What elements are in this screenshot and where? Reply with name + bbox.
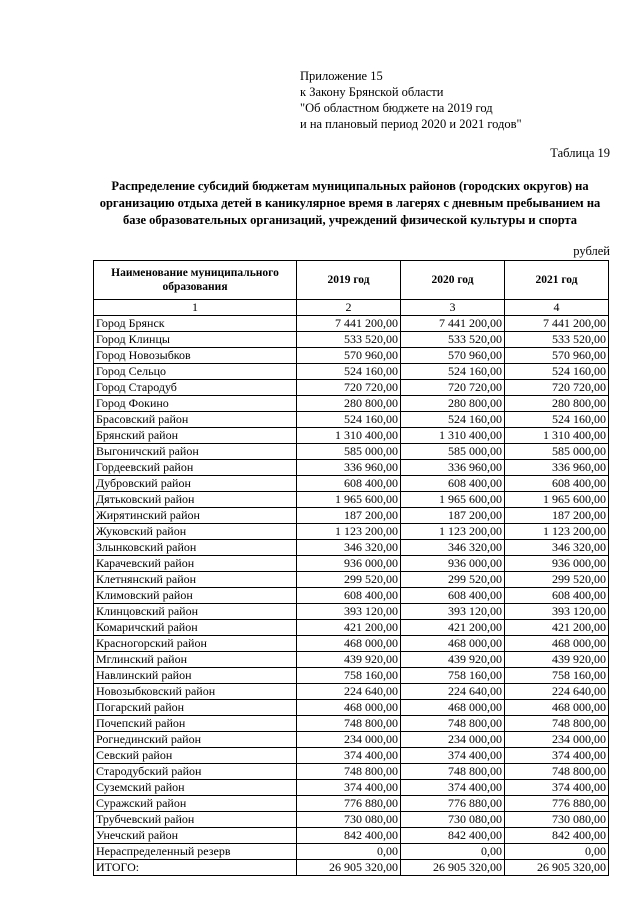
table-row xyxy=(94,380,609,396)
row-name-cell: Суражский район xyxy=(94,796,297,812)
row-name-cell: Выгоничский район xyxy=(94,444,297,460)
value-2021-cell: 468 000,00 xyxy=(505,700,609,716)
value-2021-cell: 570 960,00 xyxy=(505,348,609,364)
units-label: рублей xyxy=(573,244,610,258)
value-2020-cell: 608 400,00 xyxy=(401,476,505,492)
appendix-line-2: к Закону Брянской области xyxy=(300,85,444,99)
row-name-cell: Город Клинцы xyxy=(94,332,297,348)
table-row xyxy=(94,636,609,652)
value-2020-cell: 524 160,00 xyxy=(401,412,505,428)
value-2020-cell: 224 640,00 xyxy=(401,684,505,700)
value-2019-cell: 758 160,00 xyxy=(297,668,401,684)
row-name-cell: Погарский район xyxy=(94,700,297,716)
value-2021-cell: 26 905 320,00 xyxy=(505,860,609,876)
value-2021-cell: 336 960,00 xyxy=(505,460,609,476)
value-2021-cell: 299 520,00 xyxy=(505,572,609,588)
value-2021-cell: 842 400,00 xyxy=(505,828,609,844)
row-name-cell: Трубчевский район xyxy=(94,812,297,828)
value-2020-cell: 421 200,00 xyxy=(401,620,505,636)
row-name-cell: Стародубский район xyxy=(94,764,297,780)
value-2019-cell: 570 960,00 xyxy=(297,348,401,364)
value-2020-cell: 1 123 200,00 xyxy=(401,524,505,540)
value-2019-cell: 7 441 200,00 xyxy=(297,316,401,332)
row-name-cell: Город Сельцо xyxy=(94,364,297,380)
row-name-cell: Севский район xyxy=(94,748,297,764)
value-2021-cell: 720 720,00 xyxy=(505,380,609,396)
value-2020-cell: 187 200,00 xyxy=(401,508,505,524)
row-name-cell: Дятьковский район xyxy=(94,492,297,508)
value-2020-cell: 7 441 200,00 xyxy=(401,316,505,332)
value-2021-cell: 1 310 400,00 xyxy=(505,428,609,444)
table-row xyxy=(94,652,609,668)
value-2021-cell: 748 800,00 xyxy=(505,764,609,780)
value-2019-cell: 533 520,00 xyxy=(297,332,401,348)
row-name-cell: Унечский район xyxy=(94,828,297,844)
value-2020-cell: 468 000,00 xyxy=(401,636,505,652)
table-row xyxy=(94,764,609,780)
value-2021-cell: 374 400,00 xyxy=(505,780,609,796)
row-name-cell: Злынковский район xyxy=(94,540,297,556)
value-2020-cell: 439 920,00 xyxy=(401,652,505,668)
value-2019-cell: 748 800,00 xyxy=(297,764,401,780)
table-body xyxy=(94,316,609,876)
value-2019-cell: 748 800,00 xyxy=(297,716,401,732)
value-2019-cell: 524 160,00 xyxy=(297,364,401,380)
table-row xyxy=(94,780,609,796)
value-2019-cell: 608 400,00 xyxy=(297,588,401,604)
value-2020-cell: 468 000,00 xyxy=(401,700,505,716)
value-2021-cell: 936 000,00 xyxy=(505,556,609,572)
row-name-cell: Новозыбковский район xyxy=(94,684,297,700)
value-2019-cell: 374 400,00 xyxy=(297,780,401,796)
table-row xyxy=(94,604,609,620)
table-row xyxy=(94,428,609,444)
value-2021-cell: 758 160,00 xyxy=(505,668,609,684)
table-row xyxy=(94,316,609,332)
column-header-2021: 2021 год xyxy=(505,261,609,300)
value-2020-cell: 720 720,00 xyxy=(401,380,505,396)
value-2020-cell: 336 960,00 xyxy=(401,460,505,476)
value-2021-cell: 533 520,00 xyxy=(505,332,609,348)
table-row xyxy=(94,364,609,380)
value-2019-cell: 1 965 600,00 xyxy=(297,492,401,508)
value-2019-cell: 224 640,00 xyxy=(297,684,401,700)
table-row xyxy=(94,540,609,556)
value-2021-cell: 524 160,00 xyxy=(505,412,609,428)
value-2020-cell: 936 000,00 xyxy=(401,556,505,572)
value-2019-cell: 234 000,00 xyxy=(297,732,401,748)
value-2019-cell: 608 400,00 xyxy=(297,476,401,492)
column-header-2020: 2020 год xyxy=(401,261,505,300)
value-2019-cell: 936 000,00 xyxy=(297,556,401,572)
row-name-cell: Климовский район xyxy=(94,588,297,604)
table-row xyxy=(94,668,609,684)
appendix-line-3: "Об областном бюджете на 2019 год xyxy=(300,101,493,115)
value-2020-cell: 585 000,00 xyxy=(401,444,505,460)
value-2019-cell: 776 880,00 xyxy=(297,796,401,812)
row-name-cell: Город Стародуб xyxy=(94,380,297,396)
column-number: 4 xyxy=(505,300,609,316)
row-name-cell: Город Новозыбков xyxy=(94,348,297,364)
value-2019-cell: 280 800,00 xyxy=(297,396,401,412)
value-2021-cell: 224 640,00 xyxy=(505,684,609,700)
value-2021-cell: 608 400,00 xyxy=(505,588,609,604)
value-2019-cell: 730 080,00 xyxy=(297,812,401,828)
row-name-cell: Почепский район xyxy=(94,716,297,732)
row-name-cell: Рогнединский район xyxy=(94,732,297,748)
value-2020-cell: 1 965 600,00 xyxy=(401,492,505,508)
value-2021-cell: 7 441 200,00 xyxy=(505,316,609,332)
value-2020-cell: 374 400,00 xyxy=(401,780,505,796)
value-2021-cell: 187 200,00 xyxy=(505,508,609,524)
table-row xyxy=(94,812,609,828)
value-2020-cell: 748 800,00 xyxy=(401,716,505,732)
row-name-cell: Клетнянский район xyxy=(94,572,297,588)
value-2020-cell: 234 000,00 xyxy=(401,732,505,748)
row-name-cell: Брасовский район xyxy=(94,412,297,428)
value-2021-cell: 608 400,00 xyxy=(505,476,609,492)
value-2019-cell: 187 200,00 xyxy=(297,508,401,524)
value-2020-cell: 393 120,00 xyxy=(401,604,505,620)
table-label: Таблица 19 xyxy=(550,146,610,160)
row-name-cell: Дубровский район xyxy=(94,476,297,492)
value-2019-cell: 468 000,00 xyxy=(297,700,401,716)
table-row xyxy=(94,588,609,604)
table-row xyxy=(94,556,609,572)
row-name-cell: Красногорский район xyxy=(94,636,297,652)
document-title: Распределение субсидий бюджетам муниципальных районов (городских округов) на организацию отдыха детей в каникулярное время в лагерях с дневным пребыванием на базе образовательных организаций, учреждений физической культуры и спорта xyxy=(99,179,601,227)
value-2019-cell: 374 400,00 xyxy=(297,748,401,764)
value-2021-cell: 393 120,00 xyxy=(505,604,609,620)
value-2021-cell: 0,00 xyxy=(505,844,609,860)
value-2020-cell: 842 400,00 xyxy=(401,828,505,844)
value-2021-cell: 468 000,00 xyxy=(505,636,609,652)
value-2019-cell: 439 920,00 xyxy=(297,652,401,668)
value-2019-cell: 524 160,00 xyxy=(297,412,401,428)
row-name-cell: Жирятинский район xyxy=(94,508,297,524)
value-2021-cell: 524 160,00 xyxy=(505,364,609,380)
table-row xyxy=(94,860,609,876)
value-2019-cell: 299 520,00 xyxy=(297,572,401,588)
value-2019-cell: 720 720,00 xyxy=(297,380,401,396)
table-row xyxy=(94,828,609,844)
column-number: 1 xyxy=(94,300,297,316)
value-2020-cell: 524 160,00 xyxy=(401,364,505,380)
column-number: 3 xyxy=(401,300,505,316)
value-2021-cell: 234 000,00 xyxy=(505,732,609,748)
table-row xyxy=(94,348,609,364)
row-name-cell: Город Фокино xyxy=(94,396,297,412)
row-name-cell: Суземский район xyxy=(94,780,297,796)
subsidy-table xyxy=(93,260,609,876)
row-name-cell: Клинцовский район xyxy=(94,604,297,620)
value-2021-cell: 374 400,00 xyxy=(505,748,609,764)
appendix-line-1: Приложение 15 xyxy=(300,69,383,83)
value-2019-cell: 421 200,00 xyxy=(297,620,401,636)
row-name-cell: Жуковский район xyxy=(94,524,297,540)
value-2021-cell: 439 920,00 xyxy=(505,652,609,668)
value-2021-cell: 1 965 600,00 xyxy=(505,492,609,508)
appendix-header xyxy=(300,68,522,132)
table-row xyxy=(94,492,609,508)
value-2020-cell: 748 800,00 xyxy=(401,764,505,780)
value-2020-cell: 608 400,00 xyxy=(401,588,505,604)
table-row xyxy=(94,700,609,716)
row-name-cell: Карачевский район xyxy=(94,556,297,572)
row-name-cell: Комаричский район xyxy=(94,620,297,636)
table-header-row xyxy=(94,261,609,300)
table-row xyxy=(94,460,609,476)
value-2019-cell: 336 960,00 xyxy=(297,460,401,476)
value-2021-cell: 585 000,00 xyxy=(505,444,609,460)
table-row xyxy=(94,332,609,348)
column-number: 2 xyxy=(297,300,401,316)
table-row xyxy=(94,524,609,540)
value-2019-cell: 346 320,00 xyxy=(297,540,401,556)
table-row xyxy=(94,396,609,412)
row-name-cell: Нераспределенный резерв xyxy=(94,844,297,860)
value-2021-cell: 730 080,00 xyxy=(505,812,609,828)
table-row xyxy=(94,476,609,492)
value-2020-cell: 26 905 320,00 xyxy=(401,860,505,876)
value-2020-cell: 533 520,00 xyxy=(401,332,505,348)
value-2019-cell: 842 400,00 xyxy=(297,828,401,844)
row-name-cell: Брянский район xyxy=(94,428,297,444)
table-row xyxy=(94,444,609,460)
value-2020-cell: 346 320,00 xyxy=(401,540,505,556)
table-row xyxy=(94,620,609,636)
value-2019-cell: 26 905 320,00 xyxy=(297,860,401,876)
value-2020-cell: 730 080,00 xyxy=(401,812,505,828)
table-row xyxy=(94,508,609,524)
value-2019-cell: 1 310 400,00 xyxy=(297,428,401,444)
value-2020-cell: 280 800,00 xyxy=(401,396,505,412)
row-name-cell: Навлинский район xyxy=(94,668,297,684)
value-2021-cell: 346 320,00 xyxy=(505,540,609,556)
table-row xyxy=(94,684,609,700)
row-name-cell: Город Брянск xyxy=(94,316,297,332)
value-2021-cell: 421 200,00 xyxy=(505,620,609,636)
value-2020-cell: 299 520,00 xyxy=(401,572,505,588)
value-2020-cell: 0,00 xyxy=(401,844,505,860)
table-row xyxy=(94,732,609,748)
value-2020-cell: 1 310 400,00 xyxy=(401,428,505,444)
value-2021-cell: 1 123 200,00 xyxy=(505,524,609,540)
row-name-cell: Мглинский район xyxy=(94,652,297,668)
value-2019-cell: 393 120,00 xyxy=(297,604,401,620)
row-name-cell: Гордеевский район xyxy=(94,460,297,476)
column-header-name: Наименование муниципального образования xyxy=(94,261,297,300)
value-2019-cell: 585 000,00 xyxy=(297,444,401,460)
table-row xyxy=(94,748,609,764)
column-header-2019: 2019 год xyxy=(297,261,401,300)
value-2020-cell: 374 400,00 xyxy=(401,748,505,764)
table-row xyxy=(94,796,609,812)
value-2019-cell: 1 123 200,00 xyxy=(297,524,401,540)
table-row xyxy=(94,844,609,860)
value-2021-cell: 748 800,00 xyxy=(505,716,609,732)
column-number-row xyxy=(94,300,609,316)
row-name-cell: ИТОГО: xyxy=(94,860,297,876)
table-row xyxy=(94,716,609,732)
value-2019-cell: 0,00 xyxy=(297,844,401,860)
value-2020-cell: 776 880,00 xyxy=(401,796,505,812)
value-2020-cell: 570 960,00 xyxy=(401,348,505,364)
table-row xyxy=(94,572,609,588)
appendix-line-4: и на плановый период 2020 и 2021 годов" xyxy=(300,117,522,131)
value-2021-cell: 280 800,00 xyxy=(505,396,609,412)
table-row xyxy=(94,412,609,428)
value-2021-cell: 776 880,00 xyxy=(505,796,609,812)
value-2020-cell: 758 160,00 xyxy=(401,668,505,684)
value-2019-cell: 468 000,00 xyxy=(297,636,401,652)
